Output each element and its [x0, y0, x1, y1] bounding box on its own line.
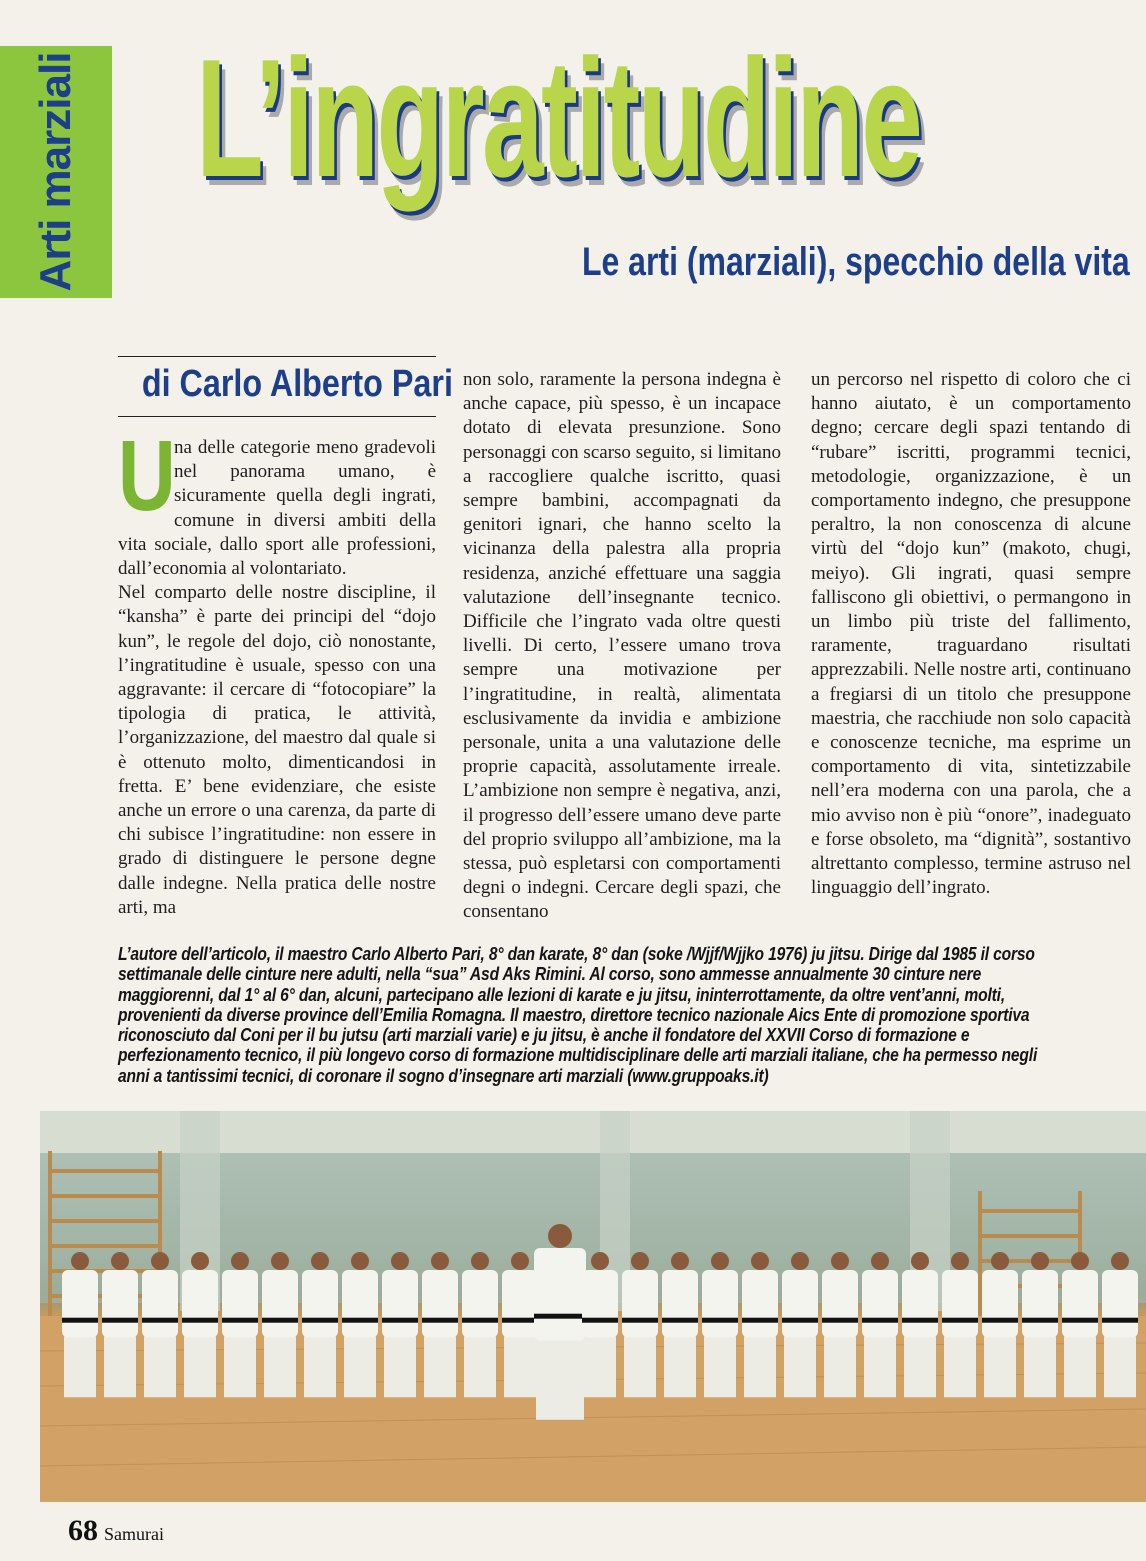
- text-column-1: [118, 420, 436, 920]
- student-figure: [102, 1252, 138, 1397]
- byline-rule-bottom: [118, 416, 436, 417]
- student-figure: [342, 1252, 378, 1397]
- photo-caption: L’autore dell’articolo, il maestro Carlo Alberto Pari, 8° dan karate, 8° dan (soke /Wjjf/Wjjko 1976) ju jitsu. Dirige dal 1985 il corso settimanale delle cinture nere adulti, nella “sua” Asd Aks Rimini. Al corso, sono ammesse annualmente 30 cinture nere maggiorenni, dal 1° al 6° dan, alcuni, partecipano alle lezioni di karate e ju jitsu, ininterrottamente, da oltre vent’anni, molti, provenienti da diverse province dell’Emilia Romagna. Il maestro, direttore tecnico nazionale Aics Ente di promozione sportiva riconosciuto dal Coni per il bu jutsu (arti marziali varie) e ju jitsu, è anche il fondatore del XXVII Corso di formazione e perfezionamento tecnico, il più longevo corso di formazione multidisciplinare delle arti marziali italiane, che ha permesso negli anni a tantissimi tecnici, di coronare il sogno d’insegnare arti marziali (www.gruppoaks.it): [118, 943, 1038, 1086]
- paragraph-3: non solo, raramente la persona indegna è anche capace, più spesso, è un incapace dotato di elevata presunzione. Sono personaggi con scarso seguito, si limitano a raccogliere qualche iscritto, quasi sempre bambini, accompagnati da genitori ignari, che hanno scelto la vicinanza della palestra alla propria residenza, anziché effettuare una saggia valutazione dell’insegnante tecnico. Difficile che l’ingrato vada oltre questi livelli. Di certo, l’essere umano trova sempre una motivazione per l’ingratitudine, in realtà, alimentata esclusivamente da invidia e ambizione personale, unita a una valutazione delle proprie capacità, assolutamente irreale. L’ambizione non sempre è negativa, anzi, il progresso dell’essere umano deve parte del proprio sviluppo all’ambizione, ma la stessa, può espletarsi con comportamenti degni o indegni. Cercare degli spazi, che consentano: [463, 369, 781, 923]
- text-column-3: [811, 368, 1131, 900]
- student-figure: [902, 1252, 938, 1397]
- group-photo-illustration: [40, 1111, 1146, 1502]
- student-figure: [622, 1252, 658, 1397]
- page-number: 68: [68, 1514, 98, 1547]
- student-figure: [1062, 1252, 1098, 1397]
- section-tab-label: Arti marziali: [31, 52, 80, 292]
- paragraph-4: un percorso nel rispetto di coloro che ci hanno aiutato, è un comportamento degno; cercare degli spazi tentando di “rubare” iscritti, programmi tecnici, metodologie, organizzazione, è un comportamento indegno, che presuppone peraltro, la non conoscenza di alcune virtù del “dojo kun” (makoto, chugi, meiyo). Gli ingrati, quasi sempre falliscono gli obiettivi, o permangono in un limbo più triste del fallimento, raramente, traguardano risultati apprezzabili. Nelle nostre arti, continuano a fregiarsi di un titolo che presuppone maestria, che racchiude non solo capacità e conoscenze tecniche, ma esprime un comportamento di vita, sintetizzabile nell’era moderna con una parola, che a mio avviso non è più “onore”, inadeguato e forse obsoleto, ma “dignità”, sostantivo altrettanto complesso, termine astruso nel linguaggio dell’ingrato.: [811, 369, 1131, 899]
- section-tab: [0, 46, 112, 298]
- student-figure: [462, 1252, 498, 1397]
- student-figure: [142, 1252, 178, 1397]
- student-figure: [222, 1252, 258, 1397]
- student-figure: [62, 1252, 98, 1397]
- student-figure: [782, 1252, 818, 1397]
- student-figure: [422, 1252, 458, 1397]
- byline: di Carlo Alberto Pari: [141, 363, 453, 405]
- paragraph-1: na delle categorie meno gradevoli nel panorama umano, è sicuramente quella degli ingrati, comune in diversi ambiti della vita sociale, dallo sport alle professioni, dall’economia al volontariato.: [118, 437, 436, 580]
- paragraph-2: Nel comparto delle nostre discipline, il “kansha” è parte dei principi del “dojo kun”, le regole del dojo, ciò nonostante, l’ingratitudine è usuale, spesso con una aggravante: il cercare di “fotocopiare” la tipologia di pratica, le attività, l’organizzazione, del maestro dal quale si è ottenuto molto, dimenticandosi in fretta. E’ bene evidenziare, che esiste anche un errore o una carenza, da parte di chi subisce l’ingratitudine: non essere in grado di distinguere le persone degne dalle indegne. Nella pratica delle nostre arti, ma: [118, 582, 436, 918]
- student-figure: [822, 1252, 858, 1397]
- student-figure: [182, 1252, 218, 1397]
- student-figure: [942, 1252, 978, 1397]
- student-figure: [982, 1252, 1018, 1397]
- student-figure: [742, 1252, 778, 1397]
- student-figure: [502, 1252, 538, 1397]
- text-column-2: [463, 368, 781, 925]
- student-figure: [862, 1252, 898, 1397]
- byline-rule-top: [118, 356, 436, 357]
- student-figure: [1102, 1252, 1138, 1397]
- magazine-name: Samurai: [104, 1524, 164, 1544]
- article-title: L’ingratitudine: [196, 24, 921, 212]
- drop-cap: U: [118, 420, 176, 532]
- student-figure: [382, 1252, 418, 1397]
- master-figure: [534, 1224, 586, 1420]
- dojo-group-photo: [40, 1111, 1146, 1502]
- student-figure: [262, 1252, 298, 1397]
- student-figure: [1022, 1252, 1058, 1397]
- student-figure: [702, 1252, 738, 1397]
- student-figure: [662, 1252, 698, 1397]
- student-figure: [582, 1252, 618, 1397]
- student-figure: [302, 1252, 338, 1397]
- article-subtitle: Le arti (marziali), specchio della vita: [582, 240, 1130, 284]
